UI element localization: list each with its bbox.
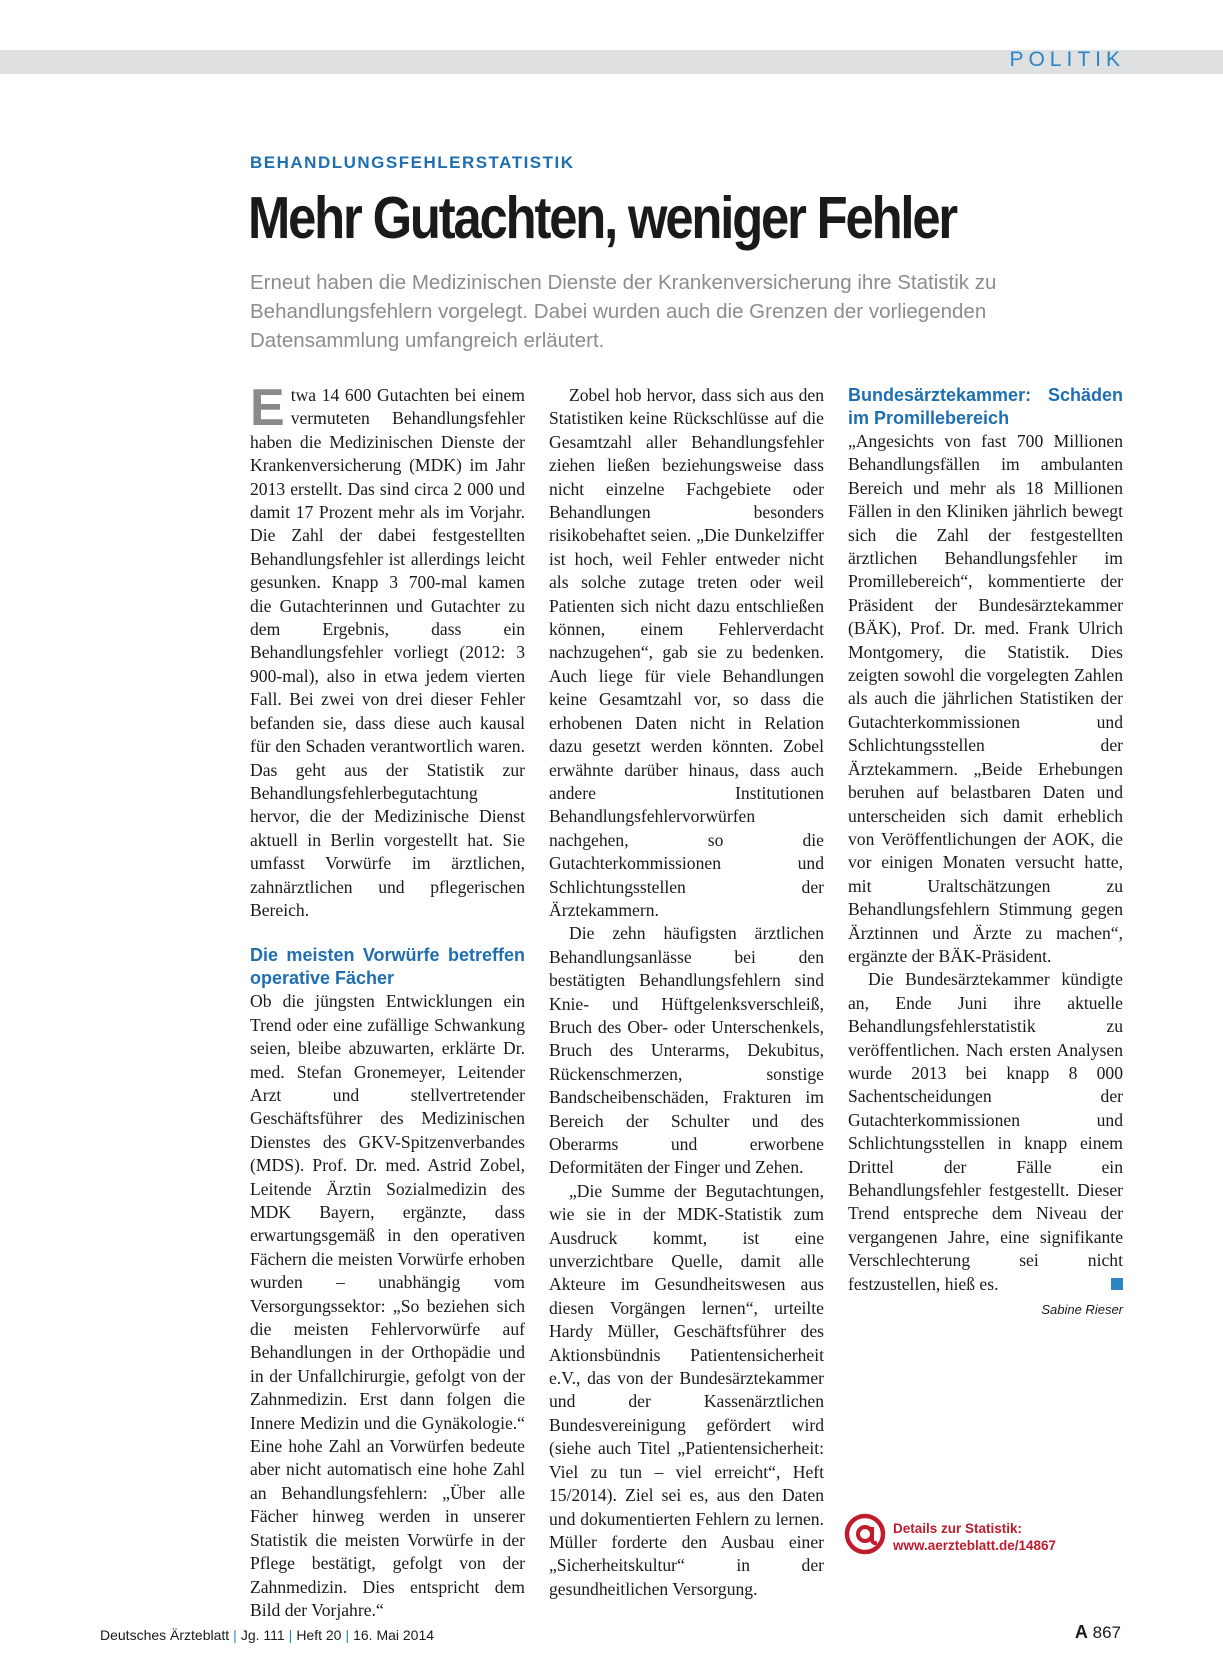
drop-cap: E — [250, 379, 285, 437]
subhead-baek: Bundesärztekammer: Schäden im Promillebereich — [848, 385, 1123, 428]
footer-separator: | — [233, 1627, 237, 1643]
paragraph-6: „Angesichts von fast 700 Millionen Behandlungsfällen im ambulanten Bereich und mehr als 18 Millionen Fällen in den Kliniken jährlich bewegt sich die Zahl der festgestellten ärztlichen Behandlungsfehler im Promillebereich“, kommentierte der Präsident der Bundesärztekammer (BÄK), Prof. Dr. med. Frank Ulrich Montgomery, die Statistik. Dies zeigten sowohl die vorgelegten Zahlen als auch die jährlichen Statistiken der Gutachterkommissionen und Schlichtungsstellen der Ärztekammern. „Beide Erhebungen beruhen auf belastbaren Daten und unterscheiden sich damit erheblich von Veröffentlichungen der AOK, die vor einigen Monaten versucht hatte, mit Uraltschätzungen zu Behandlungsfehlern Stimmung gegen Ärztinnen und Ärzte zu machen“, ergänzte der BÄK-Präsident. — [848, 431, 1123, 966]
footer-issue: Heft 20 — [296, 1627, 342, 1643]
page-number-value: 867 — [1092, 1623, 1121, 1642]
details-text — [893, 1520, 1056, 1554]
paragraph-2: Ob die jüngsten Entwicklungen ein Trend oder eine zufällige Schwankung seien, bleibe abzuwarten, erklärte Dr. med. Stefan Gronemeyer, Leitender Arzt und stellvertretender Geschäftsführer des Medizinischen Dienstes des GKV-Spitzenverbandes (MDS). Prof. Dr. med. Astrid Zobel, Leitende Ärztin Sozialmedizin des MDK Bayern, ergänzte, dass erwartungsgemäß in den operativen Fächern die meisten Vorwürfe erhoben wurden – unabhängig vom Versorgungssektor: „So beziehen sich die meisten Fehlervorwürfe auf Behandlungen in der Orthopädie und in der Unfallchirurgie, gefolgt von der Zahnmedizin. Erst dann folgen die Innere Medizin und die Gynäkologie.“ Eine hohe Zahl an Vorwürfen bedeute aber nicht automatisch eine hohe Zahl an Behandlungsfehlern: „Über alle Fächer hinweg werden in unserer Statistik die meisten Vorwürfe in der Pflege bestätigt, gefolgt von der Zahnmedizin. Dies entspricht dem Bild der Vorjahre.“ — [250, 991, 525, 1620]
footer-separator: | — [345, 1627, 350, 1643]
paragraph-7 — [848, 968, 1123, 1296]
article-title: Mehr Gutachten, weniger Fehler — [248, 185, 957, 251]
paragraph-1-text: twa 14 600 Gutachten bei einem vermuteten Behandlungsfehler haben die Medizinischen Dienste der Krankenversicherung (MDK) im Jahr 2013 erstellt. Das sind circa 2 000 und damit 17 Prozent mehr als im Vorjahr. Die Zahl der dabei festgestellten Behandlungsfehler ist allerdings leicht gesunken. Knapp 3 700-mal kamen die Gutachterinnen und Gutachter zu dem Ergebnis, dass ein Behandlungsfehler vorliegt (2012: 3 900-mal), also in etwa jedem vierten Fall. Bei zwei von drei dieser Fehler befanden sie, dass diese auch kausal für den Schaden verantwortlich waren. Das geht aus der Statistik zur Behandlungsfehlerbegutachtung hervor, die der Medizinische Dienst aktuell in Berlin vorgestellt hat. Sie umfasst Vorwürfe im ärztlichen, zahnärztlichen und pflegerischen Bereich. — [250, 385, 525, 920]
end-mark — [1111, 1278, 1123, 1290]
author-name: Sabine Rieser — [1041, 1302, 1123, 1318]
article-kicker: BEHANDLUNGSFEHLERSTATISTIK — [250, 153, 575, 172]
article-column-3 — [848, 384, 1123, 1321]
footer — [100, 1627, 434, 1643]
footer-journal: Deutsches Ärzteblatt — [100, 1627, 230, 1643]
section-label: POLITIK — [1009, 48, 1125, 71]
details-box — [843, 1512, 1133, 1560]
paragraph-3: Zobel hob hervor, dass sich aus den Statistiken keine Rückschlüsse auf die Gesamtzahl aller Behandlungsfehler ziehen ließen beziehungsweise dass nicht einzelne Fachgebiete oder Behandlungen besonders risikobehaftet seien. „Die Dunkelziffer ist hoch, weil Fehler entweder nicht als solche zutage treten oder weil Patienten sich nicht dazu entschließen können, einem Fehlerverdacht nachzugehen“, gab sie zu bedenken. Auch liege für viele Behandlungen keine Gesamtzahl vor, so dass die erhobenen Daten nicht in Relation dazu gesetzt werden könnten. Zobel erwähnte darüber hinaus, dass auch andere Institutionen Behandlungsfehlervorwürfen nachgehen, so die Gutachterkommissionen und Schlichtungsstellen der Ärztekammern. — [549, 385, 824, 920]
paragraph-4: Die zehn häufigsten ärztlichen Behandlungsanlässe bei den bestätigten Behandlungsfehlern sind Knie- und Hüftgelenksverschleiß, Bruch des Ober- oder Unterschenkels, Bruch des Unterarms, Dekubitus, Rückenschmerzen, sonstige Bandscheibenschäden, Frakturen im Bereich der Schulter und des Oberarms und erworbene Deformitäten der Finger und Zehen. — [549, 923, 824, 1178]
paragraph-5: „Die Summe der Begutachtungen, wie sie in der MDK-Statistik zum Ausdruck kommt, ist eine unverzichtbare Quelle, damit alle Akteure im Gesundheitswesen aus diesen Vorgängen lernen“, urteilte Hardy Müller, Geschäftsführer des Aktionsbündnis Patientensicherheit e.V., das von der Bundesärztekammer und der Kassenärztlichen Bundesvereinigung gefördert wird (siehe auch Titel „Patientensicherheit: Viel zu tun – viel erreicht“, Heft 15/2014). Ziel sei es, aus den Daten und dokumentierten Fehlern zu lernen. Müller forderte den Ausbau einer „Sicherheitskultur“ in der gesundheitlichen Versorgung. — [549, 1180, 824, 1599]
article-column-2 — [549, 384, 824, 1601]
page-prefix: A — [1074, 1622, 1088, 1642]
subhead-operative: Die meisten Vorwürfe betreffen operative Fächer — [250, 945, 525, 989]
page-number — [1075, 1622, 1121, 1643]
details-label: Details zur Statistik: — [893, 1521, 1023, 1536]
details-link[interactable]: www.aerzteblatt.de/14867 — [893, 1538, 1057, 1553]
article-column-1 — [250, 379, 525, 1622]
footer-separator: | — [288, 1627, 293, 1643]
at-icon — [843, 1512, 887, 1556]
paragraph-1 — [250, 379, 525, 922]
footer-date: 16. Mai 2014 — [353, 1627, 435, 1643]
footer-volume: Jg. 111 — [240, 1627, 285, 1643]
paragraph-7-text: Die Bundesärztekammer kündigte an, Ende Juni ihre aktuelle Behandlungsfehlerstatistik zu veröffentlichen. Nach ersten Analysen wurde 2013 bei knapp 8 000 Sachentscheidungen der Gutachterkommissionen und Schlichtungsstellen in knapp einem Drittel der Fälle ein Behandlungsfehler festgestellt. Dieser Trend entspreche dem Niveau der vergangenen Jahre, eine signifikante Verschlechterung sei nicht festzustellen, hieß es. — [848, 969, 1123, 1294]
article-intro: Erneut haben die Medizinischen Dienste der Krankenversicherung ihre Statistik zu Behandlungsfehlern vorgelegt. Dabei wurden auch die Grenzen der vorliegenden Datensammlung umfangreich erläutert. — [250, 271, 997, 352]
